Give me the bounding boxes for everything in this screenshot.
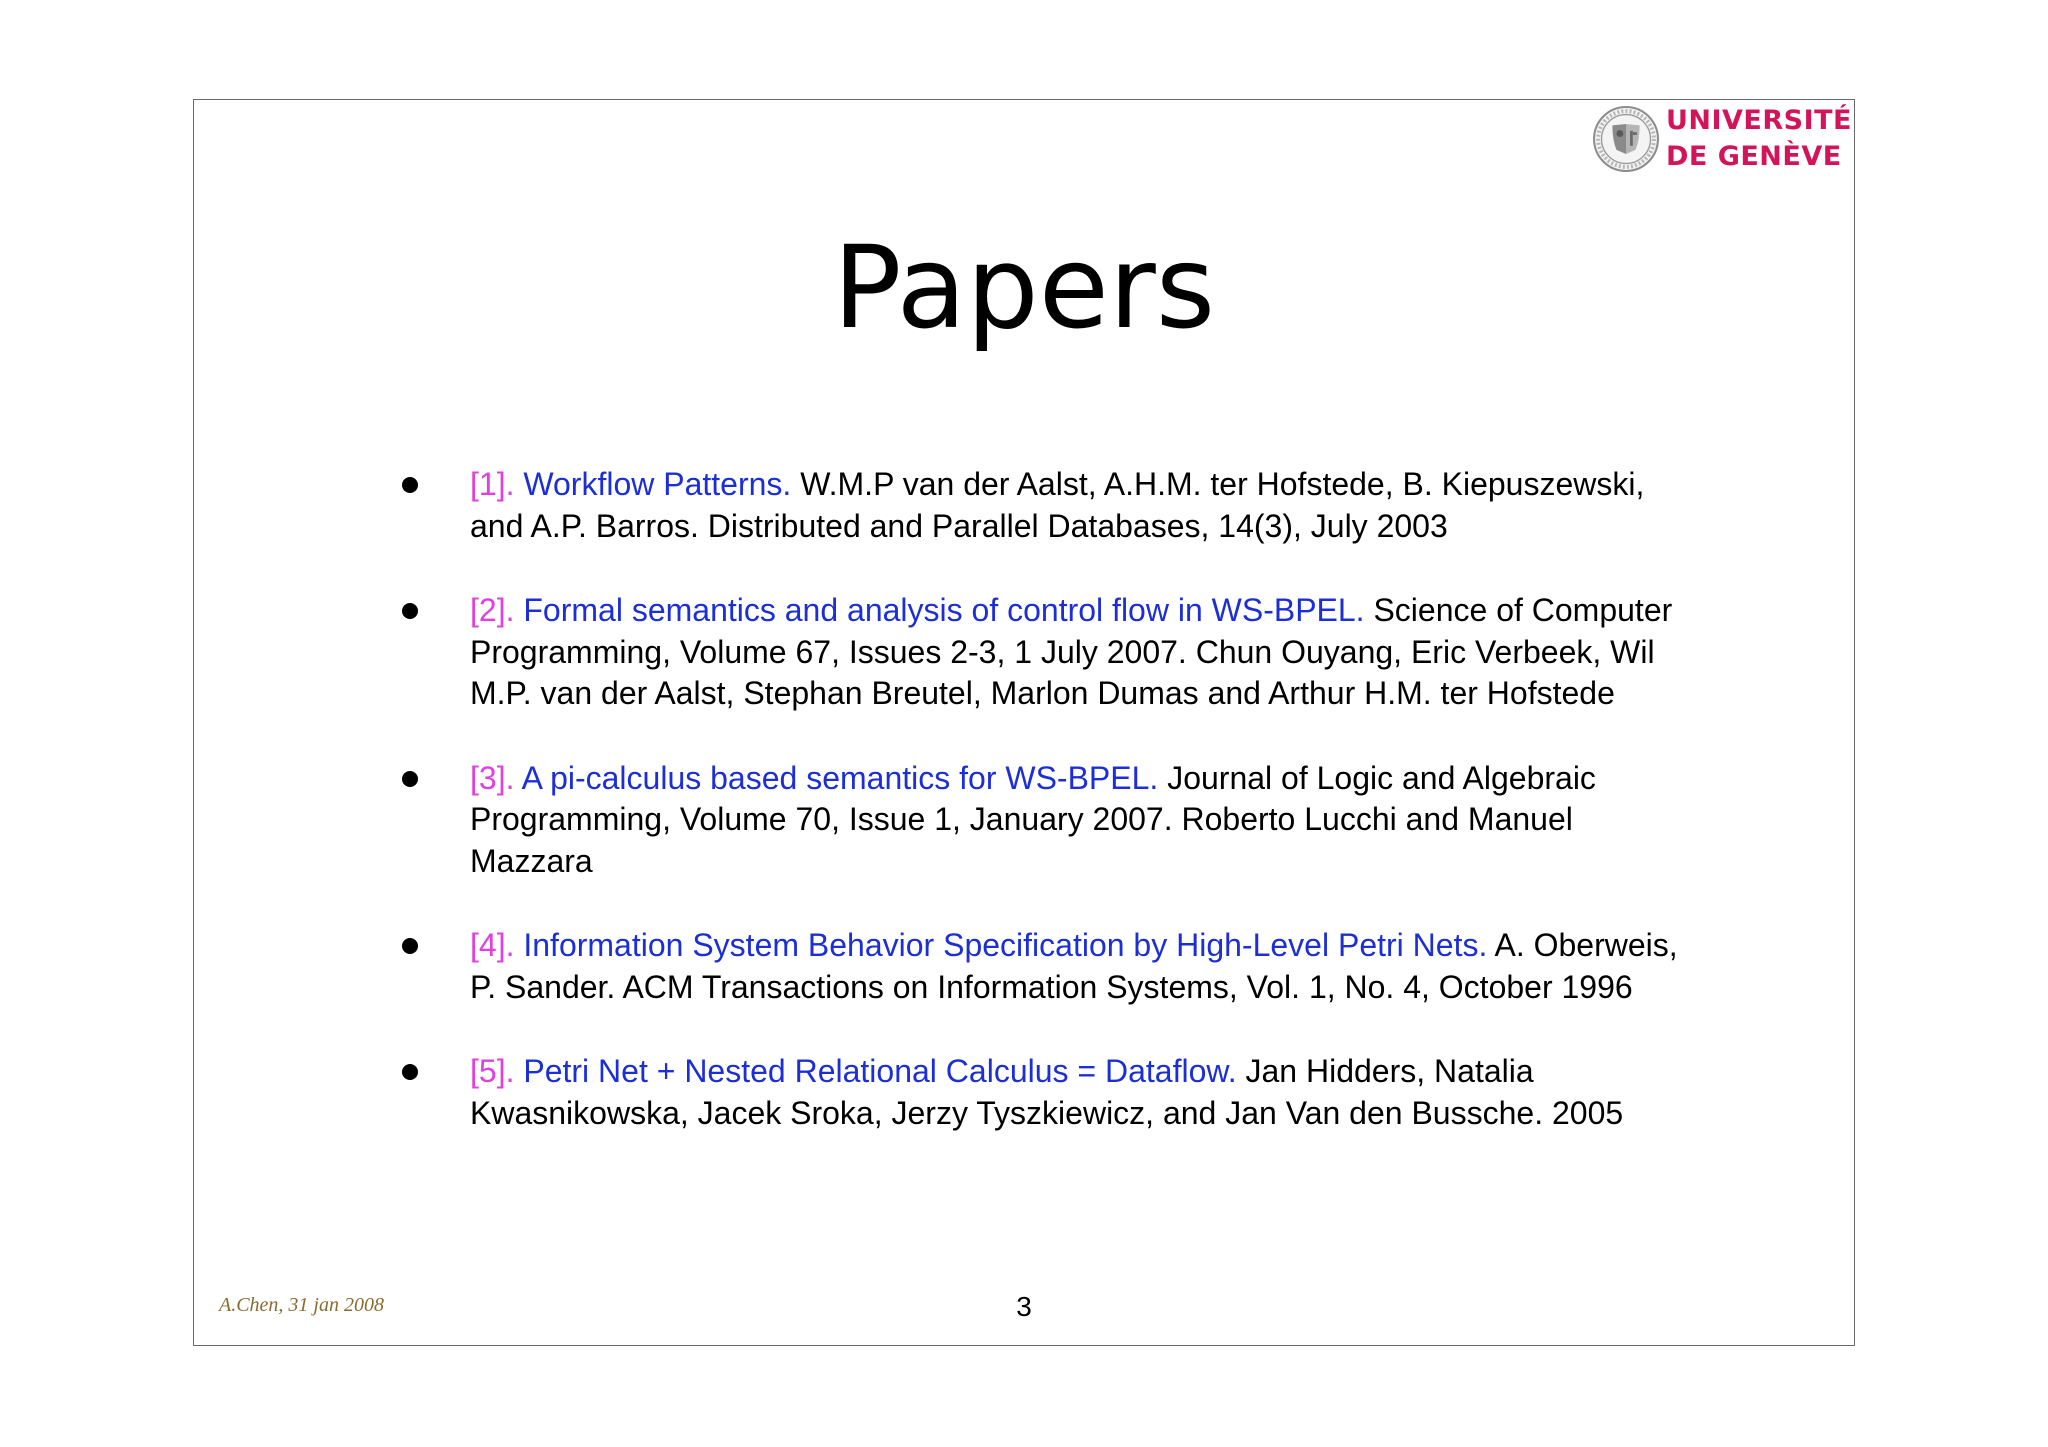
paper-details: Journal of Logic and Algebraic Programming, Volume 70, Issue 1, January 2007. Roberto Lucchi and Manuel Mazzara [470,759,1596,879]
logo-line-2: DE GENÈVE [1665,141,1842,172]
paper-title: Workflow Patterns. [523,466,792,502]
paper-title: Petri Net + Nested Relational Calculus = Dataflow. [523,1053,1237,1089]
paper-item-1 [402,464,1692,547]
paper-title: Information System Behavior Specification by High-Level Petri Nets. [523,927,1488,963]
paper-number: [4]. [470,927,515,963]
university-logo [1592,103,1852,175]
paper-number: [3]. [470,759,515,796]
slide-title: Papers [832,221,1216,354]
paper-details: A. Oberweis, P. Sander. ACM Transactions on Information Systems, Vol. 1, No. 4, October 1996 [470,927,1678,1005]
paper-number: [1]. [470,466,515,502]
bullet-icon [402,477,418,493]
bullet-icon [402,1064,418,1080]
slide [193,99,1855,1346]
paper-number: [5]. [470,1053,515,1089]
page-number: 3 [1016,1291,1032,1322]
paper-item-4 [402,925,1692,1008]
paper-number: [2]. [470,592,515,628]
paper-details: Science of Computer Programming, Volume 67, Issues 2-3, 1 July 2007. Chun Ouyang, Eric Verbeek, Wil M.P. van der Aalst, Stephan Breutel, Marlon Dumas and Arthur H.M. ter Hofstede [470,592,1673,711]
paper-title: A pi-calculus based semantics for WS-BPEL. [521,759,1159,796]
paper-details: Jan Hidders, Natalia Kwasnikowska, Jacek Sroka, Jerzy Tyszkiewicz, and Jan Van den Bussche. 2005 [470,1053,1624,1131]
paper-title: Formal semantics and analysis of control flow in WS-BPEL. [523,592,1365,628]
bullet-icon [402,938,418,954]
logo-line-1: UNIVERSITÉ [1665,105,1852,136]
paper-list [402,464,1692,1177]
bullet-icon [402,603,418,619]
footer-author-date: A.Chen, 31 jan 2008 [219,1294,384,1316]
paper-item-2 [402,590,1692,715]
university-seal-icon [1592,105,1660,173]
bullet-icon [402,771,418,787]
paper-item-3 [402,758,1692,883]
paper-details: W.M.P van der Aalst, A.H.M. ter Hofstede, B. Kiepuszewski, and A.P. Barros. Distributed and Parallel Databases, 14(3), July 2003 [470,466,1645,544]
paper-item-5 [402,1051,1692,1134]
